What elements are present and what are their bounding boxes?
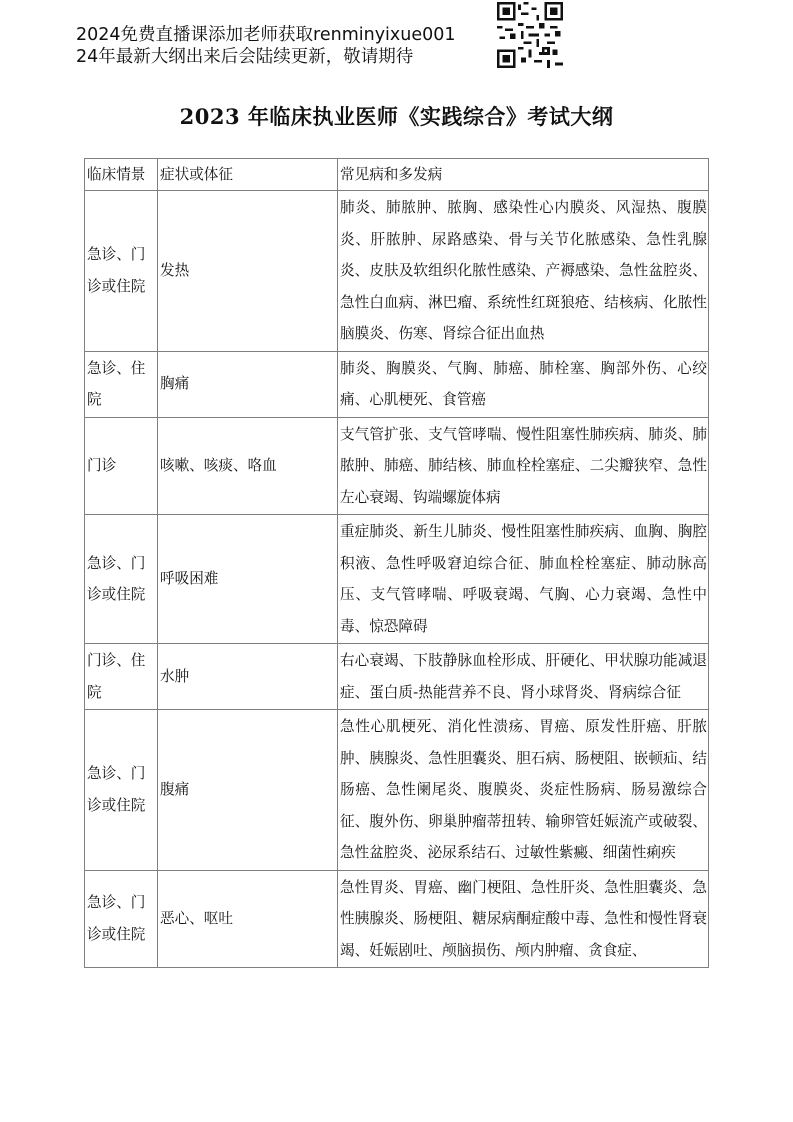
promo-line-2: 24年最新大纲出来后会陆续更新，敬请期待 <box>76 47 414 67</box>
page-title: 2023 年临床执业医师《实践综合》考试大纲 <box>179 104 614 129</box>
symptom-cell: 水肿 <box>158 644 338 710</box>
diseases-cell: 急性胃炎、胃癌、幽门梗阻、急性肝炎、急性胆囊炎、急性胰腺炎、肠梗阻、糖尿病酮症酸中毒、急性和慢性肾衰竭、妊娠剧吐、颅脑损伤、颅内肿瘤、贪食症、 <box>338 870 709 968</box>
scene-cell: 急诊、门诊或住院 <box>85 870 158 968</box>
table-row <box>85 710 709 871</box>
table-row <box>85 351 709 417</box>
symptom-cell: 恶心、呕吐 <box>158 870 338 968</box>
diseases-cell: 肺炎、胸膜炎、气胸、肺癌、肺栓塞、胸部外伤、心绞痛、心肌梗死、食管癌 <box>338 351 709 417</box>
symptom-cell: 咳嗽、咳痰、咯血 <box>158 417 338 515</box>
scene-cell: 急诊、门诊或住院 <box>85 710 158 871</box>
diseases-cell: 支气管扩张、支气管哮喘、慢性阻塞性肺疾病、肺炎、肺脓肿、肺癌、肺结核、肺血栓栓塞症、二尖瓣狭窄、急性左心衰竭、钩端螺旋体病 <box>338 417 709 515</box>
diseases-cell: 右心衰竭、下肢静脉血栓形成、肝硬化、甲状腺功能减退症、蛋白质-热能营养不良、肾小球肾炎、肾病综合征 <box>338 644 709 710</box>
symptom-cell: 发热 <box>158 191 338 352</box>
promo-line-1: 2024免费直播课添加老师获取renminyixue001 <box>76 25 456 45</box>
promo-banner <box>76 24 496 68</box>
header-diseases: 常见病和多发病 <box>338 159 709 191</box>
symptom-cell: 胸痛 <box>158 351 338 417</box>
symptom-cell: 腹痛 <box>158 710 338 871</box>
header-scene: 临床情景 <box>85 159 158 191</box>
diseases-cell: 肺炎、肺脓肿、脓胸、感染性心内膜炎、风湿热、腹膜炎、肝脓肿、尿路感染、骨与关节化脓感染、急性乳腺炎、皮肤及软组织化脓性感染、产褥感染、急性盆腔炎、急性白血病、淋巴瘤、系统性红斑狼疮、结核病、化脓性脑膜炎、伤寒、肾综合征出血热 <box>338 191 709 352</box>
header-symptom: 症状或体征 <box>158 159 338 191</box>
table-row <box>85 191 709 352</box>
scene-cell: 急诊、住院 <box>85 351 158 417</box>
scene-cell: 门诊 <box>85 417 158 515</box>
exam-outline-table <box>84 158 709 968</box>
qr-code-icon <box>497 2 563 68</box>
symptom-cell: 呼吸困难 <box>158 515 338 644</box>
table-row <box>85 515 709 644</box>
scene-cell: 急诊、门诊或住院 <box>85 515 158 644</box>
diseases-cell: 重症肺炎、新生儿肺炎、慢性阻塞性肺疾病、血胸、胸腔积液、急性呼吸窘迫综合征、肺血栓栓塞症、肺动脉高压、支气管哮喘、呼吸衰竭、气胸、心力衰竭、急性中毒、惊恐障碍 <box>338 515 709 644</box>
table-header-row <box>85 159 709 191</box>
scene-cell: 门诊、住院 <box>85 644 158 710</box>
scene-cell: 急诊、门诊或住院 <box>85 191 158 352</box>
table-row <box>85 870 709 968</box>
table-row <box>85 417 709 515</box>
table-row <box>85 644 709 710</box>
diseases-cell: 急性心肌梗死、消化性溃疡、胃癌、原发性肝癌、肝脓肿、胰腺炎、急性胆囊炎、胆石病、肠梗阻、嵌顿疝、结肠癌、急性阑尾炎、腹膜炎、炎症性肠病、肠易激综合征、腹外伤、卵巢肿瘤蒂扭转、输卵管妊娠流产或破裂、急性盆腔炎、泌尿系结石、过敏性紫癜、细菌性痢疾 <box>338 710 709 871</box>
